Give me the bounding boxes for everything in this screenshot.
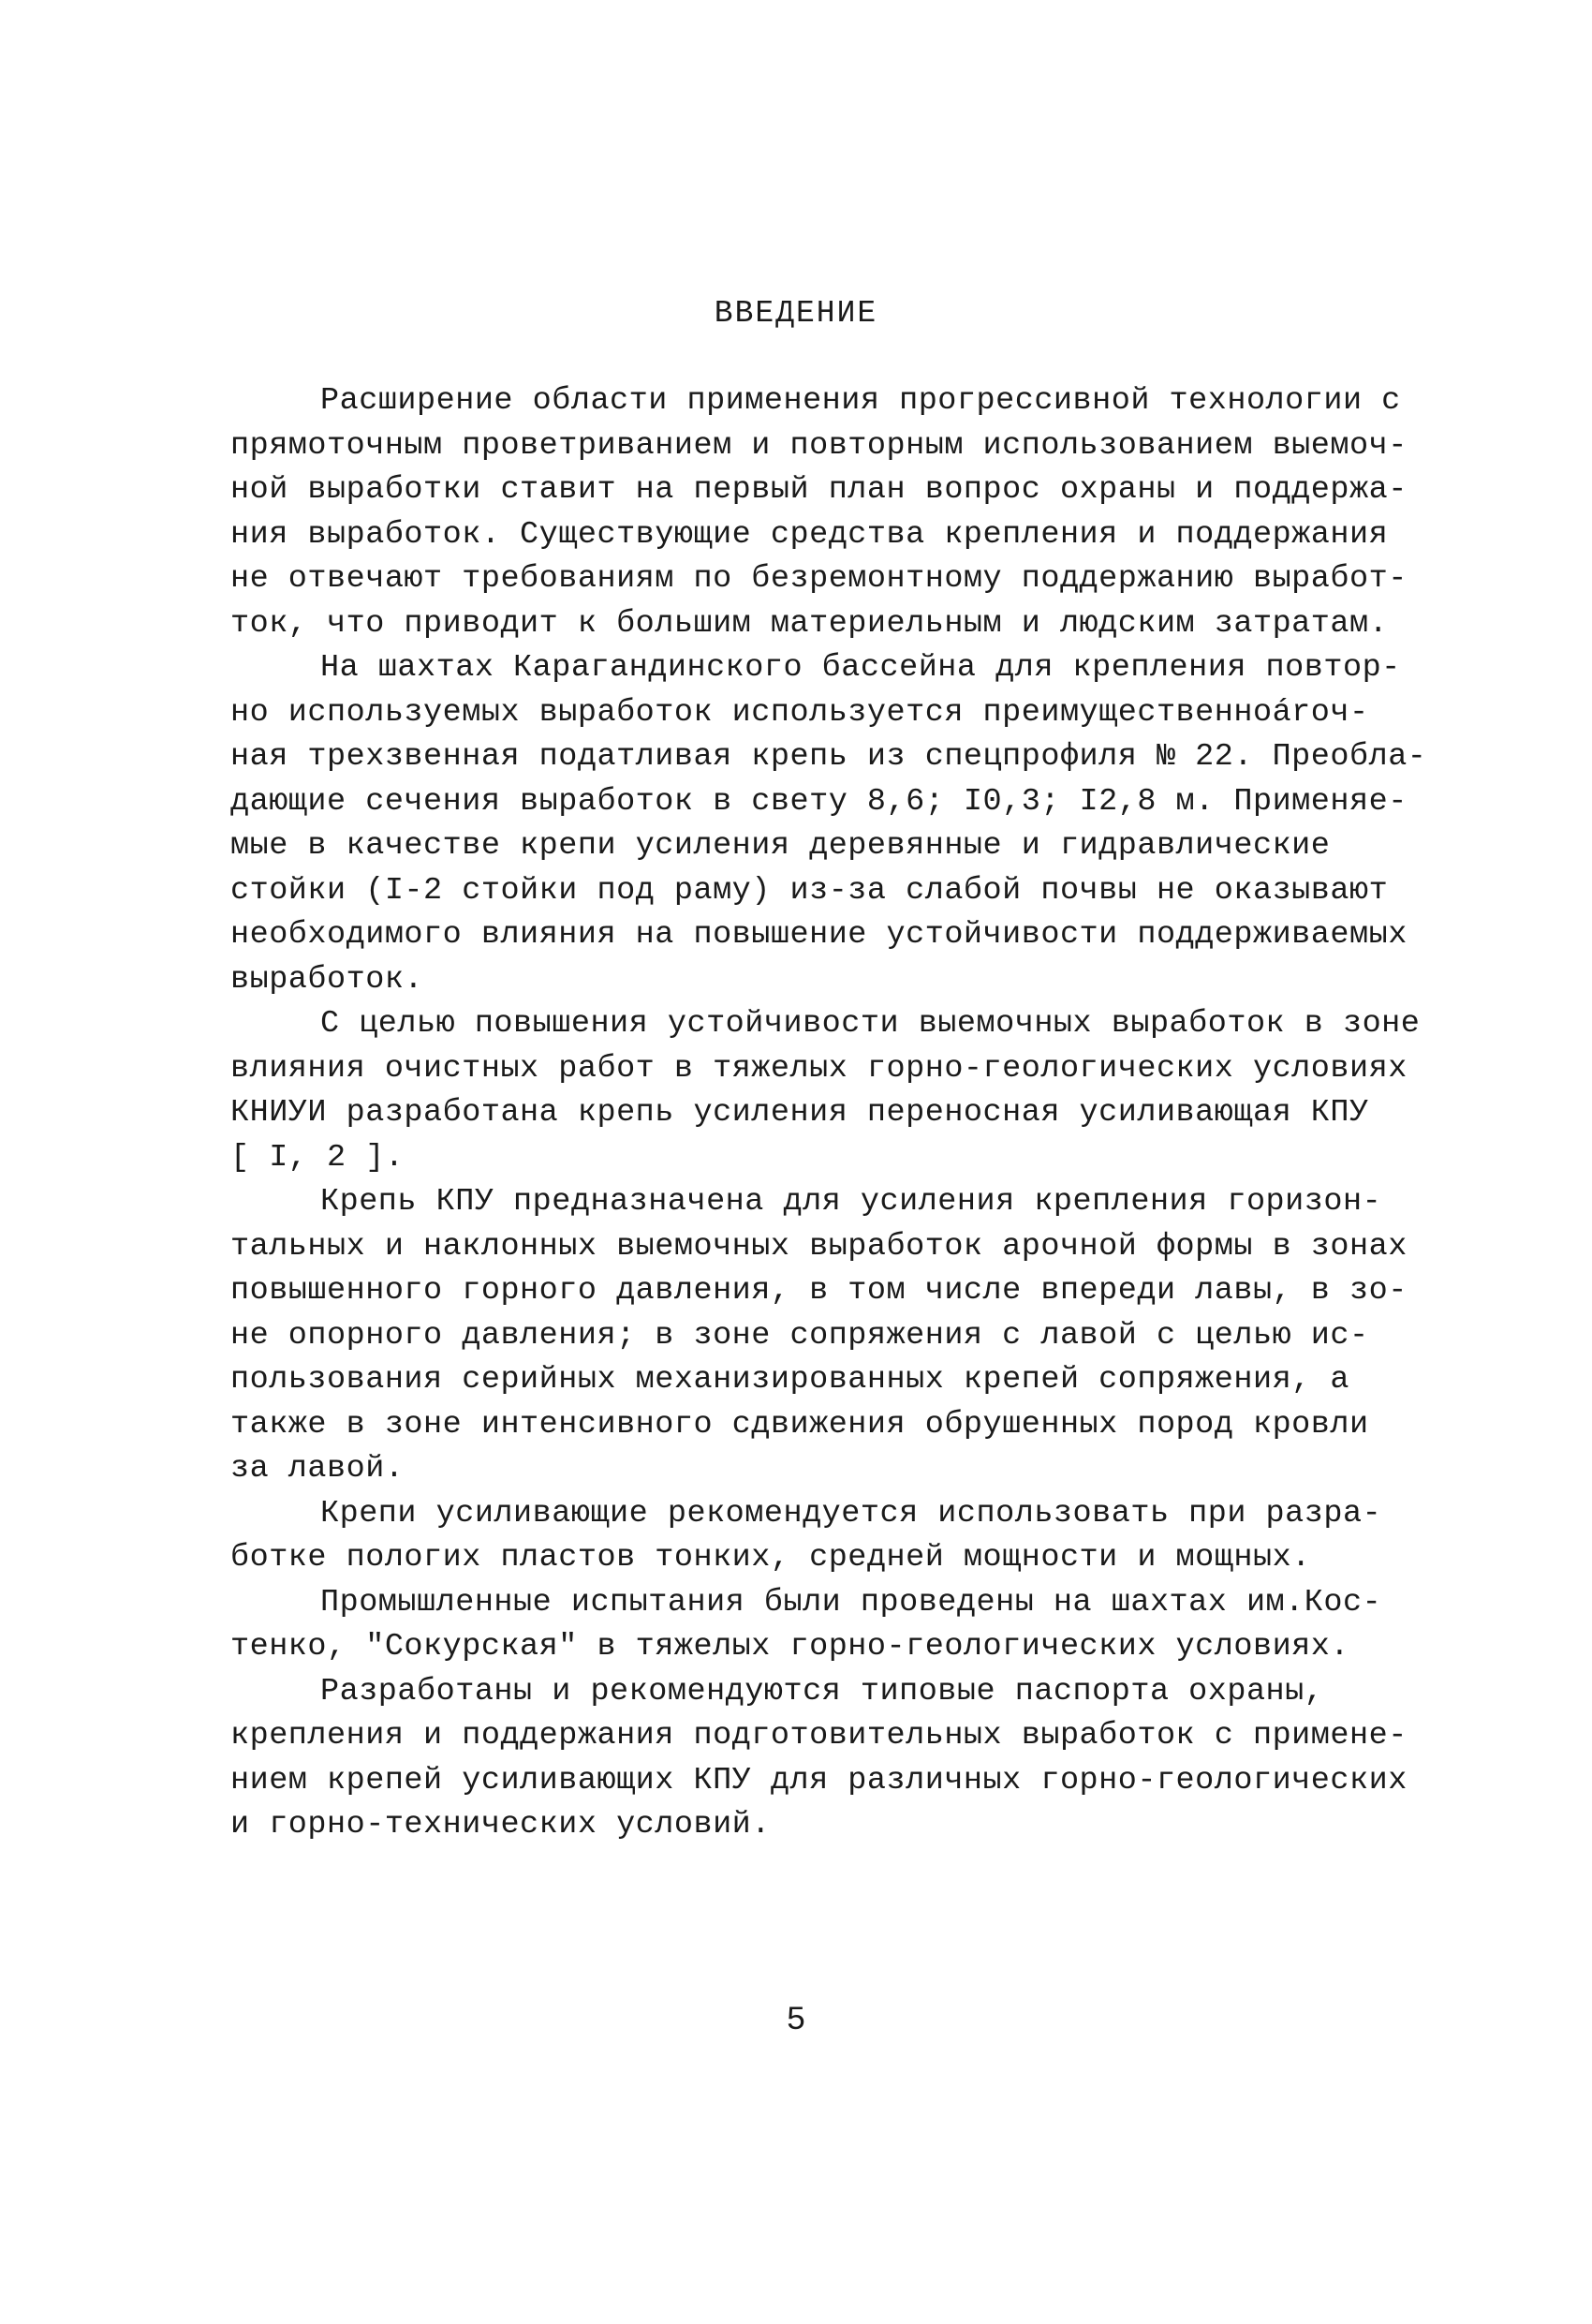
text-line: пользования серийных механизированных крепей сопряжения, а bbox=[230, 1362, 1349, 1398]
text-line: не опорного давления; в зоне сопряжения с лавой с целью ис- bbox=[230, 1317, 1369, 1354]
body-text bbox=[230, 379, 1427, 1848]
text-line: стойки (I-2 стойки под раму) из-за слабой почвы не оказывают bbox=[230, 872, 1389, 909]
text-line: КНИУИ разработана крепь усиления переносная усиливающая КПУ bbox=[230, 1095, 1369, 1131]
text-line: Расширение области применения прогрессивной технологии с bbox=[320, 383, 1401, 419]
text-line: за лавой. bbox=[230, 1451, 405, 1487]
text-line: ток, что приводит к большим материельным и людским затратам. bbox=[230, 605, 1389, 642]
text-line: влияния очистных работ в тяжелых горно-геологических условиях bbox=[230, 1050, 1408, 1087]
text-line: Промышленные испытания были проведены на шахтах им.Кос- bbox=[320, 1584, 1382, 1621]
text-line: тенко, "Сокурская" в тяжелых горно-геологических условиях. bbox=[230, 1629, 1349, 1665]
text-line: крепления и поддержания подготовительных выработок с примене- bbox=[230, 1718, 1408, 1754]
text-line: дающие сечения выработок в свету 8,6; I0,3; I2,8 м. Применяе- bbox=[230, 783, 1408, 820]
text-line: прямоточным проветриванием и повторным использованием выемоч- bbox=[230, 427, 1408, 464]
page-number: 5 bbox=[786, 2002, 806, 2039]
text-line: также в зоне интенсивного сдвижения обрушенных пород кровли bbox=[230, 1406, 1369, 1443]
text-line: тальных и наклонных выемочных выработок арочной формы в зонах bbox=[230, 1228, 1408, 1265]
text-line: Крепь КПУ предназначена для усиления крепления горизон- bbox=[320, 1184, 1382, 1220]
text-line: необходимого влияния на повышение устойчивости поддерживаемых bbox=[230, 917, 1408, 953]
text-line: Разработаны и рекомендуются типовые паспорта охраны, bbox=[320, 1673, 1324, 1710]
text-line: нием крепей усиливающих КПУ для различных горно-геологических bbox=[230, 1762, 1408, 1799]
text-line: С целью повышения устойчивости выемочных выработок в зоне bbox=[320, 1006, 1421, 1042]
text-line: не отвечают требованиям по безремонтному поддержанию выработ- bbox=[230, 561, 1408, 597]
text-line: Крепи усиливающие рекомендуется использовать при разра- bbox=[320, 1495, 1382, 1532]
text-line: ной выработки ставит на первый план вопрос охраны и поддержа- bbox=[230, 472, 1408, 508]
text-line: На шахтах Карагандинского бассейна для крепления повтор- bbox=[320, 650, 1401, 686]
text-line: ния выработок. Существующие средства крепления и поддержания bbox=[230, 516, 1389, 553]
text-line: ная трехзвенная податливая крепь из спецпрофиля № 22. Преобла- bbox=[230, 739, 1427, 775]
page-title: ВВЕДЕНИЕ bbox=[714, 296, 878, 331]
text-line: повышенного горного давления, в том числе впереди лавы, в зо- bbox=[230, 1273, 1408, 1309]
text-line: и горно-технических условий. bbox=[230, 1807, 771, 1843]
reference-line: [ I, 2 ]. bbox=[230, 1139, 405, 1176]
text-line: выработок. bbox=[230, 961, 424, 998]
text-line: ботке пологих пластов тонких, средней мощности и мощных. bbox=[230, 1540, 1311, 1576]
text-line: мые в качестве крепи усиления деревянные и гидравлические bbox=[230, 828, 1331, 864]
text-line: но используемых выработок используется преимущественноároч- bbox=[230, 694, 1369, 731]
